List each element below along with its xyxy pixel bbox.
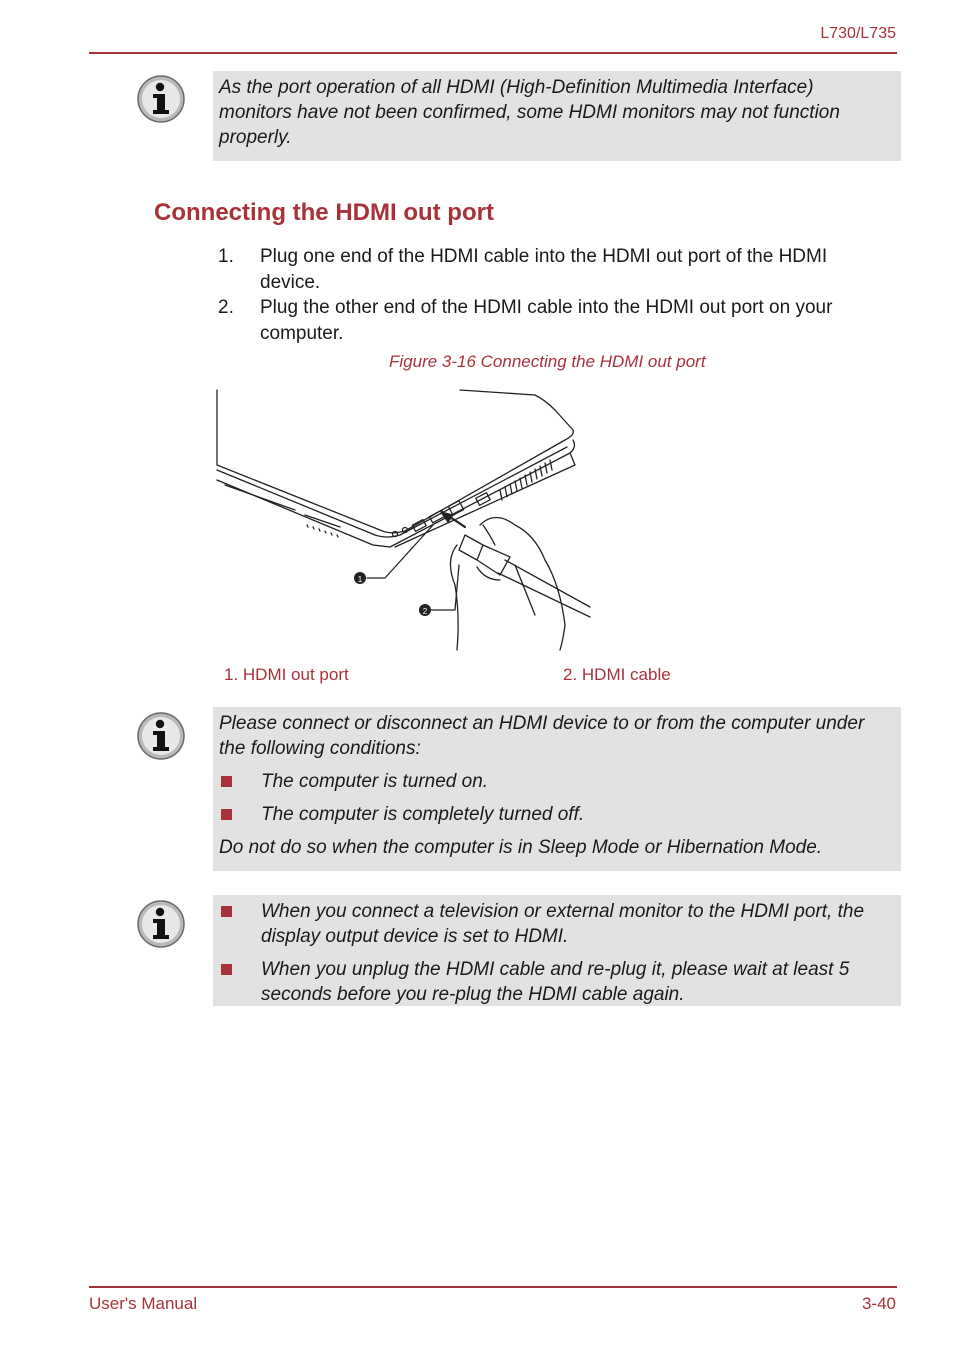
note-text: As the port operation of all HDMI (High-Definition Multimedia Interface) monitors have not been confirmed, some HDMI monitors may not function properly.: [219, 77, 840, 148]
footer-rule: [89, 1286, 897, 1288]
info-icon: [136, 74, 186, 124]
step-item: [218, 295, 888, 346]
step-number: 2.: [218, 297, 234, 318]
section-title: Connecting the HDMI out port: [154, 199, 494, 226]
document-model: L730/L735: [820, 25, 896, 42]
bullet-text: The computer is completely turned off.: [261, 804, 585, 825]
bullet-item: [219, 957, 891, 1007]
info-icon: [136, 711, 186, 761]
note-text: Please connect or disconnect an HDMI device to or from the computer under the following conditions:: [219, 713, 865, 759]
header-rule: [89, 52, 897, 54]
callout-number: 1: [357, 575, 363, 584]
note-text: Do not do so when the computer is in Sleep Mode or Hibernation Mode.: [219, 837, 823, 858]
bullet-item: [219, 802, 891, 827]
bullet-item: [219, 899, 891, 949]
bullet-square-icon: [221, 776, 232, 787]
bullet-text: The computer is turned on.: [261, 771, 489, 792]
bullet-square-icon: [221, 964, 232, 975]
page-number: 3-40: [861, 1294, 896, 1313]
note-hdmi-compatibility: [213, 71, 901, 161]
figure-label-hdmi-cable: 2. HDMI cable: [563, 665, 671, 684]
note-hdmi-tips: [213, 895, 901, 1006]
bullet-text: When you connect a television or external monitor to the HDMI port, the display output device is set to HDMI.: [261, 901, 865, 947]
bullet-item: [219, 769, 891, 794]
callout-number: 2: [422, 607, 428, 616]
step-text: Plug one end of the HDMI cable into the HDMI out port of the HDMI device.: [260, 246, 828, 293]
step-list: [218, 244, 888, 346]
step-item: [218, 244, 888, 295]
step-text: Plug the other end of the HDMI cable into the HDMI out port on your computer.: [260, 297, 833, 344]
info-icon: [136, 899, 186, 949]
bullet-square-icon: [221, 906, 232, 917]
bullet-square-icon: [221, 809, 232, 820]
bullet-text: When you unplug the HDMI cable and re-plug it, please wait at least 5 seconds before you re-plug the HDMI cable again.: [261, 959, 850, 1005]
figure-label-hdmi-port: 1. HDMI out port: [224, 665, 349, 684]
step-number: 1.: [218, 246, 234, 267]
hdmi-connection-illustration: [215, 385, 595, 655]
figure-caption: Figure 3-16 Connecting the HDMI out port: [389, 352, 706, 371]
note-connection-conditions: [213, 707, 901, 871]
footer-manual-title: User's Manual: [89, 1294, 198, 1313]
